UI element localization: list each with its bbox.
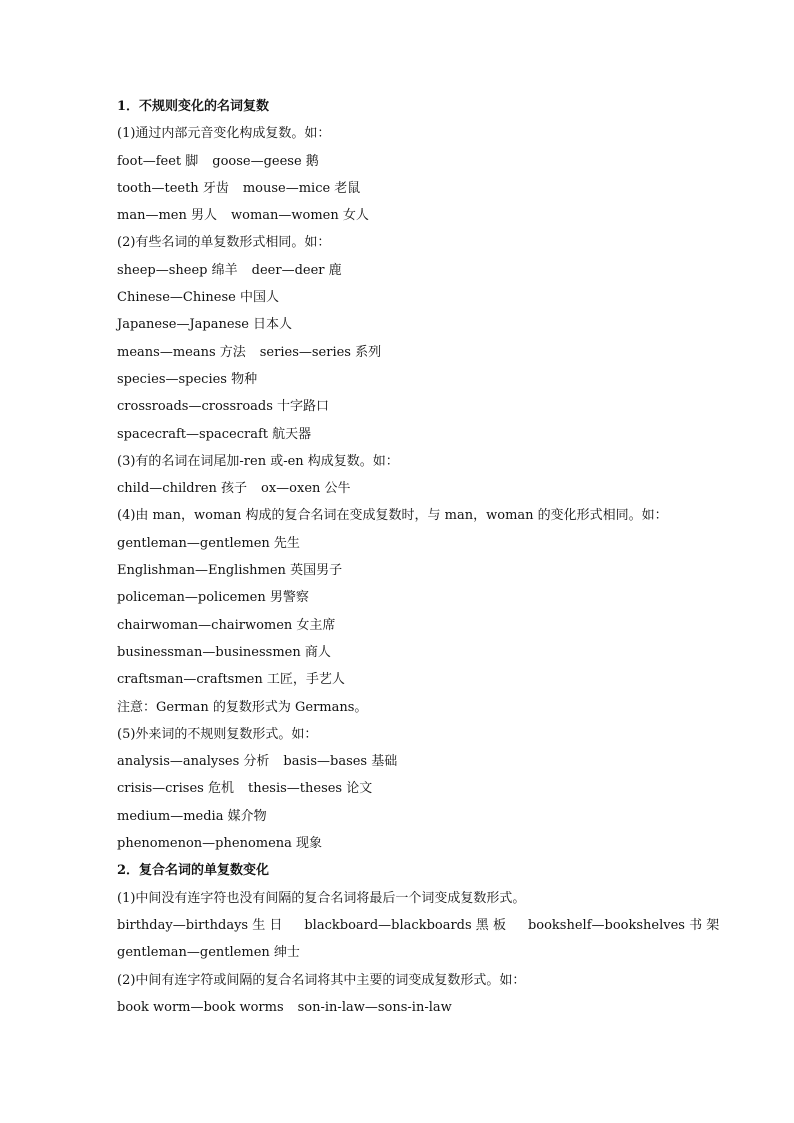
note-text: 注意：German 的复数形式为 Germans。 (117, 699, 368, 715)
example-item: blackboard—blackboards 黑 板 (304, 917, 506, 933)
example-line (117, 311, 687, 338)
example-item: analysis—analyses 分析 (117, 754, 270, 770)
example-item: ox—oxen 公牛 (261, 481, 351, 497)
example-item: goose—geese 鹅 (212, 153, 319, 169)
example-item: gentleman—gentlemen 绅士 (117, 945, 300, 961)
example-line (117, 202, 687, 229)
section-2-heading: 2．复合名词的单复数变化 (117, 863, 270, 879)
example-line (117, 584, 687, 611)
example-item: deer—deer 鹿 (251, 262, 342, 278)
example-item: book worm—book worms (117, 999, 284, 1015)
example-item: medium—media 媒介物 (117, 808, 267, 824)
s2-p2-intro: (2)中间有连字符或间隔的复合名词将其中主要的词变成复数形式。如： (117, 972, 526, 988)
example-line (117, 339, 687, 366)
example-item: policeman—policemen 男警察 (117, 590, 309, 606)
s1-p2-intro: (2)有些名词的单复数形式相同。如： (117, 235, 331, 251)
example-item: man—men 男人 (117, 208, 217, 224)
example-line (117, 639, 687, 666)
example-item: series—series 系列 (259, 344, 382, 360)
document-page (117, 93, 720, 1021)
example-item: gentleman—gentlemen 先生 (117, 535, 300, 551)
example-line (117, 994, 687, 1021)
example-item: basis—bases 基础 (283, 754, 398, 770)
example-item: foot—feet 脚 (117, 153, 199, 169)
example-line (117, 830, 687, 857)
example-line (117, 803, 687, 830)
example-line (117, 612, 687, 639)
s1-p3-intro: (3)有的名词在词尾加-ren 或-en 构成复数。如： (117, 453, 399, 469)
example-line (117, 175, 687, 202)
example-line (117, 530, 687, 557)
s1-p4-intro: (4)由 man，woman 构成的复合名词在变成复数时，与 man，woman 的变化形式相同。如： (117, 508, 668, 524)
s1-p1-intro: (1)通过内部元音变化构成复数。如： (117, 126, 331, 142)
example-item: child—children 孩子 (117, 481, 247, 497)
example-item: mouse—mice 老鼠 (242, 180, 361, 196)
example-item: crisis—crises 危机 (117, 781, 234, 797)
example-item: bookshelf—bookshelves 书 架 (527, 917, 720, 933)
example-item: son-in-law—sons-in-law (297, 999, 452, 1015)
example-item: Japanese—Japanese 日本人 (117, 317, 293, 333)
example-item: Englishman—Englishmen 英国男子 (117, 563, 343, 579)
example-item: woman—women 女人 (230, 208, 369, 224)
example-item: birthday—birthdays 生 日 (117, 917, 283, 933)
example-line (117, 775, 687, 802)
example-line (117, 475, 687, 502)
example-line (117, 148, 687, 175)
example-item: businessman—businessmen 商人 (117, 644, 331, 660)
example-item: tooth—teeth 牙齿 (117, 180, 229, 196)
example-line (117, 366, 687, 393)
example-item: craftsman—craftsmen 工匠，手艺人 (117, 672, 345, 688)
example-item: spacecraft—spacecraft 航天器 (117, 426, 312, 442)
example-line (117, 421, 687, 448)
example-item: sheep—sheep 绵羊 (117, 262, 238, 278)
example-item: means—means 方法 (117, 344, 246, 360)
s1-p5-intro: (5)外来词的不规则复数形式。如： (117, 726, 318, 742)
example-item: crossroads—crossroads 十字路口 (117, 399, 330, 415)
example-line (117, 666, 687, 693)
section-1-heading: 1．不规则变化的名词复数 (117, 99, 270, 114)
example-item: Chinese—Chinese 中国人 (117, 290, 279, 306)
example-line (117, 557, 687, 584)
example-item: phenomenon—phenomena 现象 (117, 836, 323, 852)
example-line (117, 748, 687, 775)
example-item: thesis—theses 论文 (247, 781, 373, 797)
example-item: chairwoman—chairwomen 女主席 (117, 617, 336, 633)
example-item: species—species 物种 (117, 371, 258, 387)
example-line (117, 284, 687, 311)
s2-p1-intro: (1)中间没有连字符也没有间隔的复合名词将最后一个词变成复数形式。 (117, 890, 526, 906)
example-line (117, 939, 687, 966)
example-line (117, 393, 687, 420)
example-line (117, 912, 720, 939)
example-line (117, 257, 687, 284)
